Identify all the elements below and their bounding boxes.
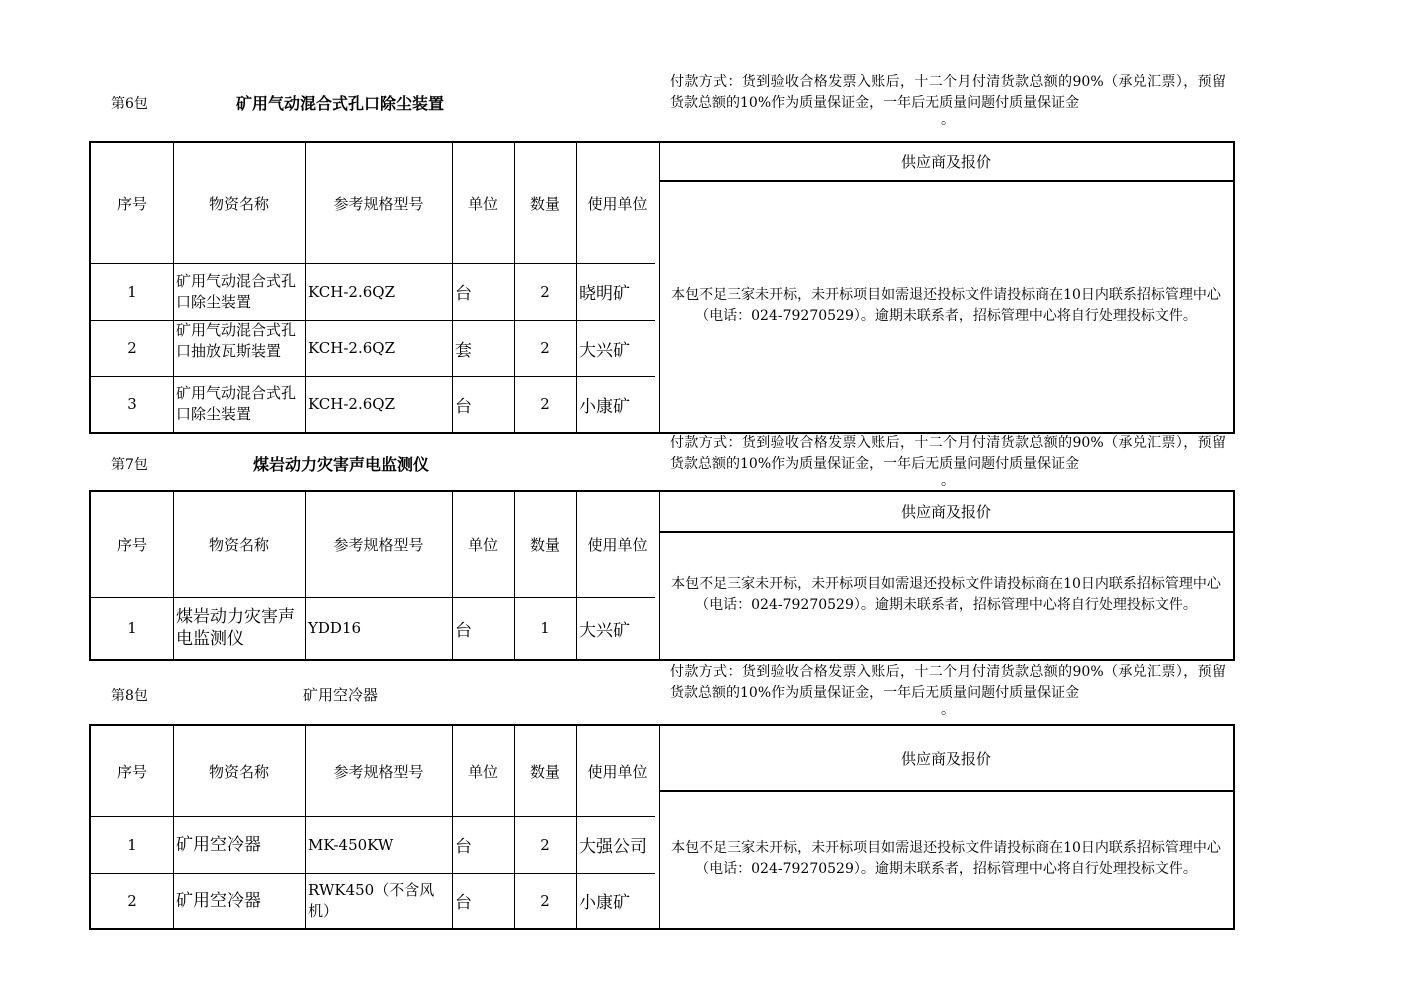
header-name: 物资名称 xyxy=(208,762,269,781)
header-supplier: 供应商及报价 xyxy=(900,153,991,171)
table-row-user: 大强公司 xyxy=(579,837,647,857)
notice-text: 本包不足三家未开标，未开标项目如需退还投标文件请投标商在10日内联系招标管理中心（电话：024-79270529）。逾期未联系者，招标管理中心将自行处理投标文件。 xyxy=(671,840,1221,877)
table-row-name: 矿用空冷器 xyxy=(176,834,261,855)
header-supplier: 供应商及报价 xyxy=(900,749,991,768)
table-row-seq: 1 xyxy=(127,619,137,637)
table-row-qty: 2 xyxy=(540,339,550,357)
package-label: 第8包 xyxy=(111,688,148,704)
table-row-spec: KCH-2.6QZ xyxy=(308,282,396,301)
package-title: 矿用气动混合式孔口除尘装置 xyxy=(236,94,445,113)
header-spec: 参考规格型号 xyxy=(333,194,424,213)
header-qty: 数量 xyxy=(529,762,560,781)
header-seq: 序号 xyxy=(116,536,147,554)
header-user: 使用单位 xyxy=(587,762,648,781)
payment-text: 付款方式：货到验收合格发票入账后，十二个月付清货款总额的90%（承兑汇票），预留货款总额的10%作为质量保证金，一年后无质量问题付质量保证金 xyxy=(670,74,1226,111)
header-spec: 参考规格型号 xyxy=(333,762,424,781)
table-row-name: 矿用气动混合式孔口除尘装置 xyxy=(176,271,297,311)
table-row-seq: 1 xyxy=(127,282,137,301)
table-row-spec: KCH-2.6QZ xyxy=(308,339,396,357)
table-row-user: 大兴矿 xyxy=(579,620,630,641)
payment-terms xyxy=(670,72,1226,126)
header-name: 物资名称 xyxy=(208,536,269,554)
header-user: 使用单位 xyxy=(587,194,648,213)
package-table xyxy=(89,141,1235,434)
package-label: 第6包 xyxy=(111,96,148,112)
payment-text: 付款方式：货到验收合格发票入账后，十二个月付清货款总额的90%（承兑汇票），预留货款总额的10%作为质量保证金，一年后无质量问题付质量保证金 xyxy=(670,435,1226,472)
table-row-seq: 1 xyxy=(127,835,137,854)
table-row-seq: 2 xyxy=(127,339,137,357)
payment-terms xyxy=(670,433,1226,487)
package-table xyxy=(89,724,1235,930)
table-row-unit: 台 xyxy=(455,284,472,304)
header-supplier: 供应商及报价 xyxy=(900,503,991,521)
table-row-qty: 1 xyxy=(540,619,550,637)
payment-text: 付款方式：货到验收合格发票入账后，十二个月付清货款总额的90%（承兑汇票），预留货款总额的10%作为质量保证金，一年后无质量问题付质量保证金 xyxy=(670,664,1226,701)
package-title: 矿用空冷器 xyxy=(303,686,379,704)
table-row-name: 煤岩动力灾害声电监测仪 xyxy=(176,607,295,649)
table-row-qty: 2 xyxy=(540,395,550,413)
header-qty: 数量 xyxy=(529,536,560,554)
table-row-name: 矿用空冷器 xyxy=(176,890,261,911)
table-row-spec: RWK450（不含风机） xyxy=(308,880,435,920)
table-row-qty: 2 xyxy=(540,282,550,301)
header-unit: 单位 xyxy=(467,762,498,781)
table-row-unit: 台 xyxy=(455,893,472,913)
header-unit: 单位 xyxy=(467,536,498,554)
header-spec: 参考规格型号 xyxy=(333,536,424,554)
table-row-unit: 台 xyxy=(455,396,472,417)
table-row-seq: 3 xyxy=(127,395,137,413)
payment-terms xyxy=(670,662,1226,716)
notice-text: 本包不足三家未开标，未开标项目如需退还投标文件请投标商在10日内联系招标管理中心（电话：024-79270529）。逾期未联系者，招标管理中心将自行处理投标文件。 xyxy=(671,576,1221,613)
package-label: 第7包 xyxy=(111,457,148,473)
table-row-spec: YDD16 xyxy=(308,619,362,637)
table-row-unit: 台 xyxy=(455,837,472,857)
header-qty: 数量 xyxy=(529,194,560,213)
table-row-user: 小康矿 xyxy=(579,893,630,913)
payment-end: 。 xyxy=(941,702,955,718)
table-row-name: 矿用气动混合式孔口抽放瓦斯装置 xyxy=(176,321,297,360)
notice-text: 本包不足三家未开标，未开标项目如需退还投标文件请投标商在10日内联系招标管理中心（电话：024-79270529）。逾期未联系者，招标管理中心将自行处理投标文件。 xyxy=(671,287,1221,324)
table-row-unit: 台 xyxy=(455,620,472,641)
package-title: 煤岩动力灾害声电监测仪 xyxy=(253,455,430,474)
table-row-qty: 2 xyxy=(540,835,550,854)
header-user: 使用单位 xyxy=(587,536,648,554)
package-table xyxy=(89,490,1235,661)
header-seq: 序号 xyxy=(116,762,147,781)
table-row-name: 矿用气动混合式孔口除尘装置 xyxy=(176,384,297,423)
table-row-spec: KCH-2.6QZ xyxy=(308,395,396,413)
table-row-qty: 2 xyxy=(540,891,550,910)
payment-end: 。 xyxy=(941,112,955,128)
table-row-user: 大兴矿 xyxy=(579,340,630,361)
header-seq: 序号 xyxy=(116,194,147,213)
payment-end: 。 xyxy=(941,473,955,489)
table-row-seq: 2 xyxy=(127,891,137,910)
table-row-user: 晓明矿 xyxy=(579,284,630,304)
header-unit: 单位 xyxy=(467,194,498,213)
header-name: 物资名称 xyxy=(208,194,269,213)
table-row-unit: 套 xyxy=(455,340,472,361)
table-row-user: 小康矿 xyxy=(579,396,630,417)
table-row-spec: MK-450KW xyxy=(308,835,394,854)
